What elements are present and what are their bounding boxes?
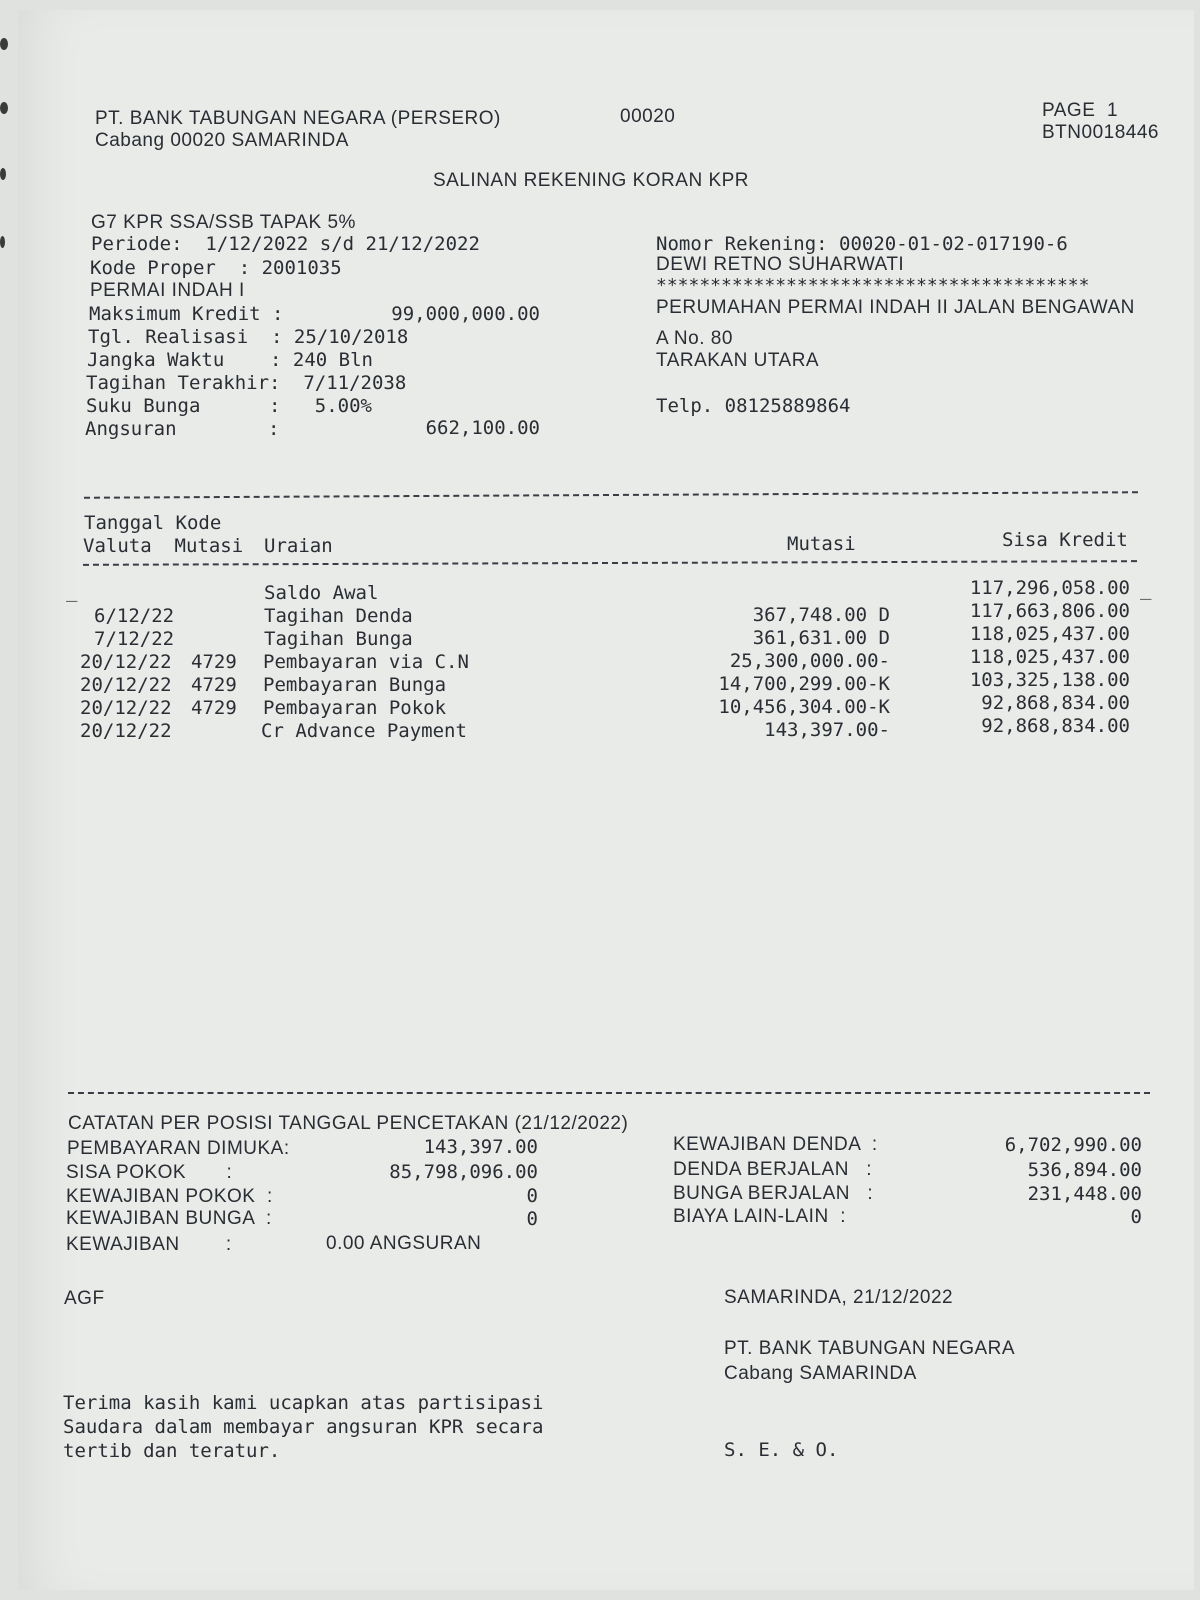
row-uraian: Pembayaran via C.N [263, 651, 469, 673]
note-value-kewajiban-bunga: 0 [526, 1208, 538, 1230]
row-mutasi: 143,397.00- [764, 719, 890, 741]
notes-heading: CATATAN PER POSISI TANGGAL PENCETAKAN (21/12/2022) [68, 1113, 629, 1134]
row-uraian: Pembayaran Pokok [263, 697, 447, 719]
note-value-pembayaran-dimuka: 143,397.00 [423, 1136, 538, 1158]
row-tanggal: 20/12/22 [80, 720, 172, 742]
operator-code: AGF [64, 1288, 105, 1309]
phone-number: Telp. 08125889864 [656, 395, 851, 417]
col-uraian: Uraian [264, 535, 333, 557]
row-sisa: 117,663,806.00 [969, 600, 1130, 622]
row-kode: 4729 [191, 697, 237, 719]
row-sisa: 103,325,138.00 [969, 669, 1130, 691]
tagihan-terakhir: Tagihan Terakhir: 7/11/2038 [86, 372, 407, 394]
seo-note: S. E. & O. [724, 1439, 839, 1461]
note-label-sisa-pokok: SISA POKOK : [66, 1162, 233, 1183]
col-mutasi: Mutasi [787, 533, 856, 555]
note-value-kewajiban-pokok: 0 [526, 1185, 538, 1207]
note-label-biaya-lain: BIAYA LAIN-LAIN : [673, 1206, 847, 1227]
row-uraian: Pembayaran Bunga [263, 674, 447, 696]
row-uraian: Cr Advance Payment [261, 720, 467, 742]
address-line-2: A No. 80 [656, 328, 733, 349]
row-marker-right: _ [1140, 578, 1152, 600]
nomor-rekening: Nomor Rekening: 00020-01-02-017190-6 [656, 233, 1068, 255]
thanks-line-1: Terima kasih kami ucapkan atas partisipasi [63, 1392, 544, 1414]
punch-hole-mark [0, 236, 5, 248]
punch-hole-mark [0, 38, 8, 50]
thanks-line-2: Saudara dalam membayar angsuran KPR secara [63, 1416, 544, 1438]
row-uraian: Tagihan Denda [264, 605, 413, 627]
jangka-waktu: Jangka Waktu : 240 Bln [87, 349, 373, 371]
note-value-sisa-pokok: 85,798,096.00 [389, 1161, 538, 1183]
row-marker-left: _ [66, 580, 78, 602]
row-kode: 4729 [191, 651, 237, 673]
row-mutasi: 25,300,000.00- [729, 650, 890, 672]
suku-bunga: Suku Bunga : 5.00% [86, 395, 372, 417]
product-name: G7 KPR SSA/SSB TAPAK 5% [91, 212, 356, 233]
punch-hole-mark [0, 102, 8, 114]
signature-branch: Cabang SAMARINDA [724, 1363, 917, 1384]
col-tanggal-kode: Tanggal Kode [84, 512, 222, 534]
divider-notes [68, 1092, 1150, 1094]
row-sisa: 92,868,834.00 [981, 715, 1130, 737]
note-value-biaya-lain: 0 [1130, 1206, 1142, 1228]
row-mutasi: 367,748.00 D [752, 604, 890, 626]
row-mutasi: 361,631.00 D [752, 627, 890, 649]
note-label-kewajiban-pokok: KEWAJIBAN POKOK : [66, 1186, 273, 1207]
page-title: SALINAN REKENING KORAN KPR [433, 170, 750, 191]
note-value-kewajiban-denda: 6,702,990.00 [1004, 1134, 1142, 1156]
row-uraian: Tagihan Bunga [264, 628, 413, 650]
signature-bank: PT. BANK TABUNGAN NEGARA [724, 1338, 1016, 1359]
punch-hole-mark [0, 168, 6, 180]
row-tanggal: 20/12/22 [80, 651, 172, 673]
row-sisa: 118,025,437.00 [969, 646, 1130, 668]
tgl-realisasi: Tgl. Realisasi : 25/10/2018 [88, 326, 409, 348]
branch-code: 00020 [620, 106, 676, 127]
row-sisa: 117,296,058.00 [969, 577, 1130, 599]
angsuran-value: 662,100.00 [425, 417, 540, 439]
note-value-kewajiban: 0.00 ANGSURAN [326, 1233, 482, 1254]
periode: Periode: 1/12/2022 s/d 21/12/2022 [91, 233, 480, 255]
project-name: PERMAI INDAH I [90, 280, 245, 301]
note-label-pembayaran-dimuka: PEMBAYARAN DIMUKA: [67, 1138, 290, 1159]
row-tanggal: 20/12/22 [80, 697, 172, 719]
note-label-kewajiban-bunga: KEWAJIBAN BUNGA : [66, 1208, 272, 1229]
row-mutasi: 14,700,299.00-K [718, 673, 890, 695]
maks-kredit-label: Maksimum Kredit : [89, 303, 284, 325]
maks-kredit-value: 99,000,000.00 [391, 303, 540, 325]
note-value-denda-berjalan: 536,894.00 [1027, 1159, 1142, 1181]
address-line-1: PERUMAHAN PERMAI INDAH II JALAN BENGAWAN [656, 297, 1135, 318]
page-number: PAGE 1 [1042, 100, 1119, 121]
row-mutasi: 10,456,304.00-K [718, 696, 890, 718]
note-value-bunga-berjalan: 231,448.00 [1027, 1183, 1142, 1205]
row-tanggal: 6/12/22 [94, 605, 175, 627]
row-uraian: Saldo Awal [264, 582, 379, 604]
row-kode: 4729 [191, 674, 237, 696]
col-sisa-kredit: Sisa Kredit [1002, 529, 1128, 551]
note-label-bunga-berjalan: BUNGA BERJALAN : [673, 1183, 874, 1204]
address-line-3: TARAKAN UTARA [656, 350, 820, 371]
col-valuta-mutasi: Valuta Mutasi [83, 535, 244, 557]
row-sisa: 118,025,437.00 [969, 623, 1130, 645]
document-code: BTN0018446 [1042, 122, 1159, 143]
angsuran-label: Angsuran : [85, 418, 280, 440]
bank-name: PT. BANK TABUNGAN NEGARA (PERSERO) [95, 108, 501, 129]
branch-name: Cabang 00020 SAMARINDA [95, 130, 349, 151]
customer-name: DEWI RETNO SUHARWATI [656, 254, 905, 275]
masked-line: **************************************** [656, 275, 1090, 296]
thanks-line-3: tertib dan teratur. [63, 1440, 281, 1462]
row-tanggal: 20/12/22 [80, 674, 172, 696]
row-sisa: 92,868,834.00 [981, 692, 1130, 714]
note-label-kewajiban-denda: KEWAJIBAN DENDA : [673, 1134, 878, 1155]
kode-proper: Kode Proper : 2001035 [90, 257, 342, 279]
note-label-kewajiban: KEWAJIBAN : [66, 1234, 232, 1255]
note-label-denda-berjalan: DENDA BERJALAN : [673, 1159, 873, 1180]
place-date: SAMARINDA, 21/12/2022 [724, 1287, 954, 1308]
row-tanggal: 7/12/22 [94, 628, 175, 650]
